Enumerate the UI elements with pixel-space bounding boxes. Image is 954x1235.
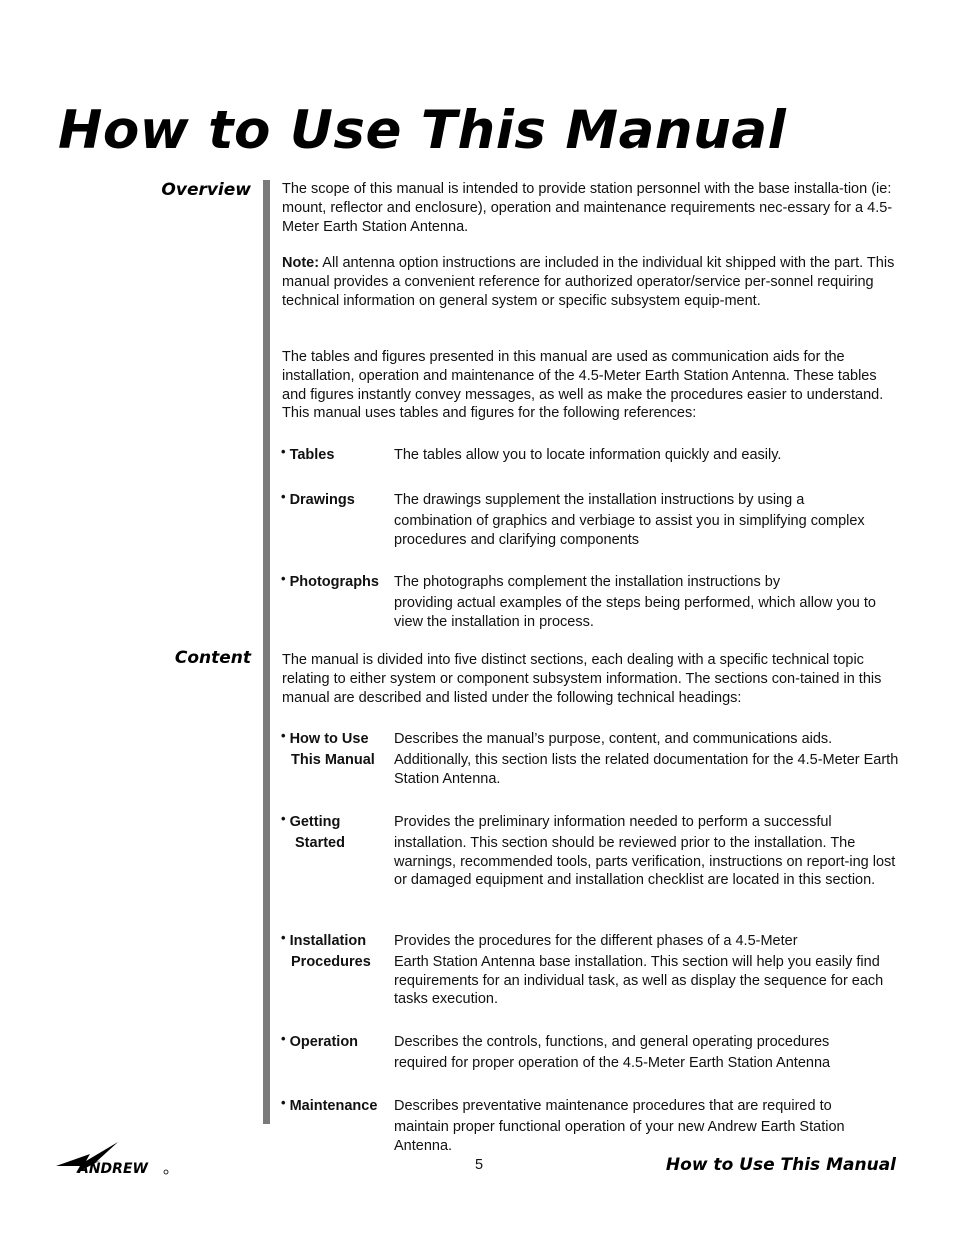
list-item-description: The photographs complement the installation instructions by providing actual examples of the steps being performed, which allow you to view the installation in process. [394, 574, 876, 630]
bullet-icon: • [281, 1095, 286, 1110]
list-item-description: The tables allow you to locate information quickly and easily. [394, 447, 782, 463]
bullet-icon: • [281, 930, 286, 945]
page-title: How to Use This Manual [58, 100, 787, 161]
list-item-description: Describes the controls, functions, and general operating procedures required for proper operation of the 4.5-Meter Earth Station Antenna [394, 1034, 831, 1071]
bullet-icon: • [281, 571, 286, 586]
bullet-icon: • [281, 728, 286, 743]
content-paragraph-1: The manual is divided into five distinct sections, each dealing with a specific technical topic relating to either system or component subsystem information. The sections con-tained in this manual are described and listed under the following technical headings: [282, 652, 882, 706]
list-item-term: • Operation [281, 1031, 359, 1050]
note-text: All antenna option instructions are included in the individual kit shipped with the part. This manual provides a convenient reference for authorized operator/service per-sonnel requiring technical information on general system or specific subsystem equip-ment. [282, 255, 895, 309]
list-item-term: • Getting Started [281, 811, 345, 851]
list-item-term: • Drawings [281, 489, 355, 508]
overview-paragraph-3: The tables and figures presented in this manual are used as communication aids for the installation, operation and maintenance of the 4.5-Meter Earth Station Antenna. These tables and figures instantly convey messages, as well as make the procedures easier to understand. This manual uses tables and figures for the following references: [282, 349, 884, 422]
list-item-description: Provides the preliminary information needed to perform a successful installation. This section should be reviewed prior to the installation. The warnings, recommended tools, parts verification, instructions on report-ing lost or damaged equipment and installation checklist are located in this section. [394, 814, 896, 889]
list-item-term: • How to Use This Manual [281, 728, 375, 768]
svg-text:ANDREW: ANDREW [78, 1161, 148, 1176]
content-heading: Content [174, 648, 251, 668]
list-item-description: Describes preventative maintenance procedures that are required to maintain proper functional operation of your new Andrew Earth Station Antenna. [394, 1098, 845, 1154]
vertical-rule [263, 180, 270, 1124]
footer-section-title: How to Use This Manual [665, 1155, 896, 1175]
bullet-icon: • [281, 444, 286, 459]
note-label: Note: [282, 255, 320, 271]
bullet-icon: • [281, 489, 286, 504]
overview-heading: Overview [161, 180, 251, 200]
overview-paragraph-2 [282, 254, 897, 310]
overview-paragraph-1: The scope of this manual is intended to provide station personnel with the base installa-tion (ie: mount, reflector and enclosure), operation and maintenance requirements nec-essary for a 4.5-Meter Earth Station Antenna. [282, 181, 893, 235]
list-item-term: • Photographs [281, 571, 379, 590]
bullet-icon: • [281, 1031, 286, 1046]
list-item-term: • Tables [281, 444, 335, 463]
list-item-term: • Installation Procedures [281, 930, 371, 970]
list-item-term: • Maintenance [281, 1095, 378, 1114]
bullet-icon: • [281, 811, 286, 826]
list-item-description: Provides the procedures for the different phases of a 4.5-Meter Earth Station Antenna base installation. This section will help you easily find requirements for an individual task, as well as display the sequence for each tasks execution. [394, 933, 884, 1008]
list-item-description: The drawings supplement the installation instructions by using a combination of graphics and verbiage to assist you in simplifying complex procedures and clarifying components [394, 492, 865, 548]
list-item-description: Describes the manual’s purpose, content, and communications aids. Additionally, this section lists the related documentation for the 4.5-Meter Earth Station Antenna. [394, 731, 899, 787]
page-number: 5 [475, 1157, 484, 1173]
andrew-logo [56, 1142, 171, 1181]
